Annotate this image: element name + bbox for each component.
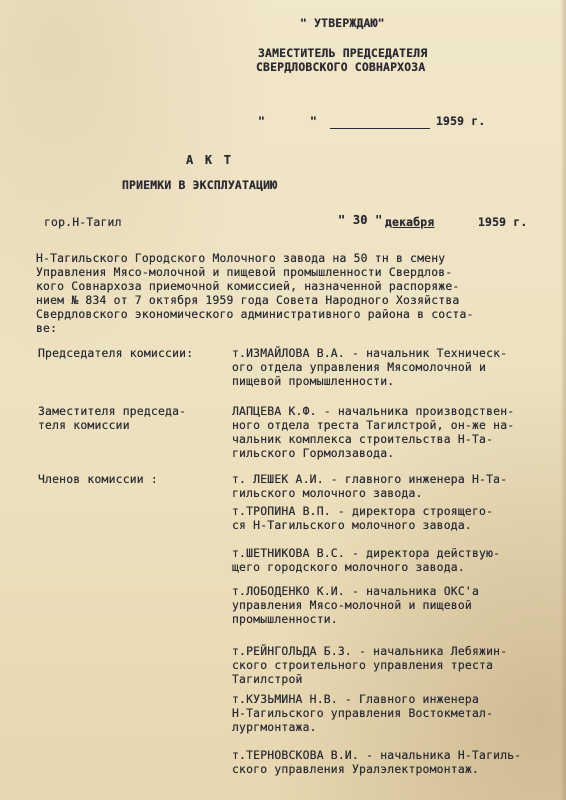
intro-line: ве: <box>36 321 58 335</box>
member-line: Н-Тагильского управления Востокметал- <box>232 706 494 720</box>
date-month: декабря <box>385 215 435 229</box>
member-line: ского управления Уралэлектромонтаж. <box>232 762 480 776</box>
member-line: промышленности. <box>232 612 338 626</box>
member-line: т.ЛОБОДЕНКО К.И. - начальника ОКС'а <box>232 584 480 598</box>
deputy-line: ЛАПЦЕВА К.Ф. - начальника производствен- <box>232 404 515 418</box>
member-line: управления Мясо-молочной и пищевой <box>232 598 472 612</box>
members-label: Членов комиссии : <box>38 472 158 486</box>
deputy-label-line2: теля комиссии <box>38 418 130 432</box>
paper-edge-shadow <box>560 0 566 800</box>
deputy-line: ного отдела треста Тагилстрой, он-же на- <box>232 418 515 432</box>
approval-date-quote-close: " <box>310 114 318 128</box>
approve-stamp: " УТВЕРЖДАЮ" <box>300 16 385 30</box>
city: гор.Н-Тагил <box>44 215 122 229</box>
member-line: т.ТРОПИНА В.П. - директора строящего- <box>232 504 494 518</box>
date-year: 1959 г. <box>478 215 528 229</box>
intro-line: Управления Мясо-молочной и пищевой промышленности Свердлов- <box>36 265 453 279</box>
member-line: т. ЛЕШЕК А.И. - главного инженера Н-Та- <box>232 472 508 486</box>
chair-line: пищевой промышленности. <box>232 374 395 388</box>
approval-date-quote-open: " <box>258 114 266 128</box>
deputy-line: чальник комплекса строительства Н-Та- <box>232 432 494 446</box>
member-line: лургмонтажа. <box>232 720 317 734</box>
deputy-line: гильского Гормолзавода. <box>232 446 395 460</box>
member-line: Тагилстрой <box>232 672 303 686</box>
act-subtitle: ПРИЕМКИ В ЭКСПЛУАТАЦИЮ <box>122 178 278 192</box>
intro-line: нием № 834 от 7 октября 1959 года Совета Народного Хозяйства <box>36 293 460 307</box>
intro-line: Свердловского экономического административного района в соста- <box>36 307 474 321</box>
chair-line: ого отдела управления Мясомолочной и <box>232 360 487 374</box>
member-line: щего городского молочного завода. <box>232 560 465 574</box>
deputy-label-line1: Заместителя председа- <box>38 404 187 418</box>
member-line: т.ТЕРНОВСКОВА В.И. - начальника Н-Тагиль- <box>232 748 522 762</box>
member-line: ся Н-Тагильского молочного завода. <box>232 518 472 532</box>
approval-date-blank-line <box>330 128 430 129</box>
intro-line: кого Совнархоза приемочной комиссией, назначенной распоряже- <box>36 279 460 293</box>
chair-line: т.ИЗМАЙЛОВА В.А. - начальник Техническ- <box>232 346 508 360</box>
member-line: т.КУЗЬМИНА Н.В. - Главного инженера <box>232 692 480 706</box>
member-line: гильского молочного завода. <box>232 486 423 500</box>
member-line: т.РЕЙНГОЛЬДА Б.З. - начальника Лебяжин- <box>232 644 508 658</box>
approval-date-year: 1959 г. <box>436 114 486 128</box>
intro-line: Н-Тагильского Городского Молочного завода на 50 тн в смену <box>36 251 446 265</box>
chair-label: Председателя комиссии: <box>38 346 194 360</box>
act-title: А К Т <box>186 153 234 167</box>
member-line: ского строительного управления треста <box>232 658 494 672</box>
approver-position-line1: ЗАМЕСТИТЕЛЬ ПРЕДСЕДАТЕЛЯ <box>258 46 428 60</box>
approver-position-line2: СВЕРДЛОВСКОГО СОВНАРХОЗА <box>256 60 426 74</box>
date-day: " 30 " <box>338 213 383 227</box>
member-line: т.ШЕТНИКОВА В.С. - директора действую- <box>232 546 501 560</box>
